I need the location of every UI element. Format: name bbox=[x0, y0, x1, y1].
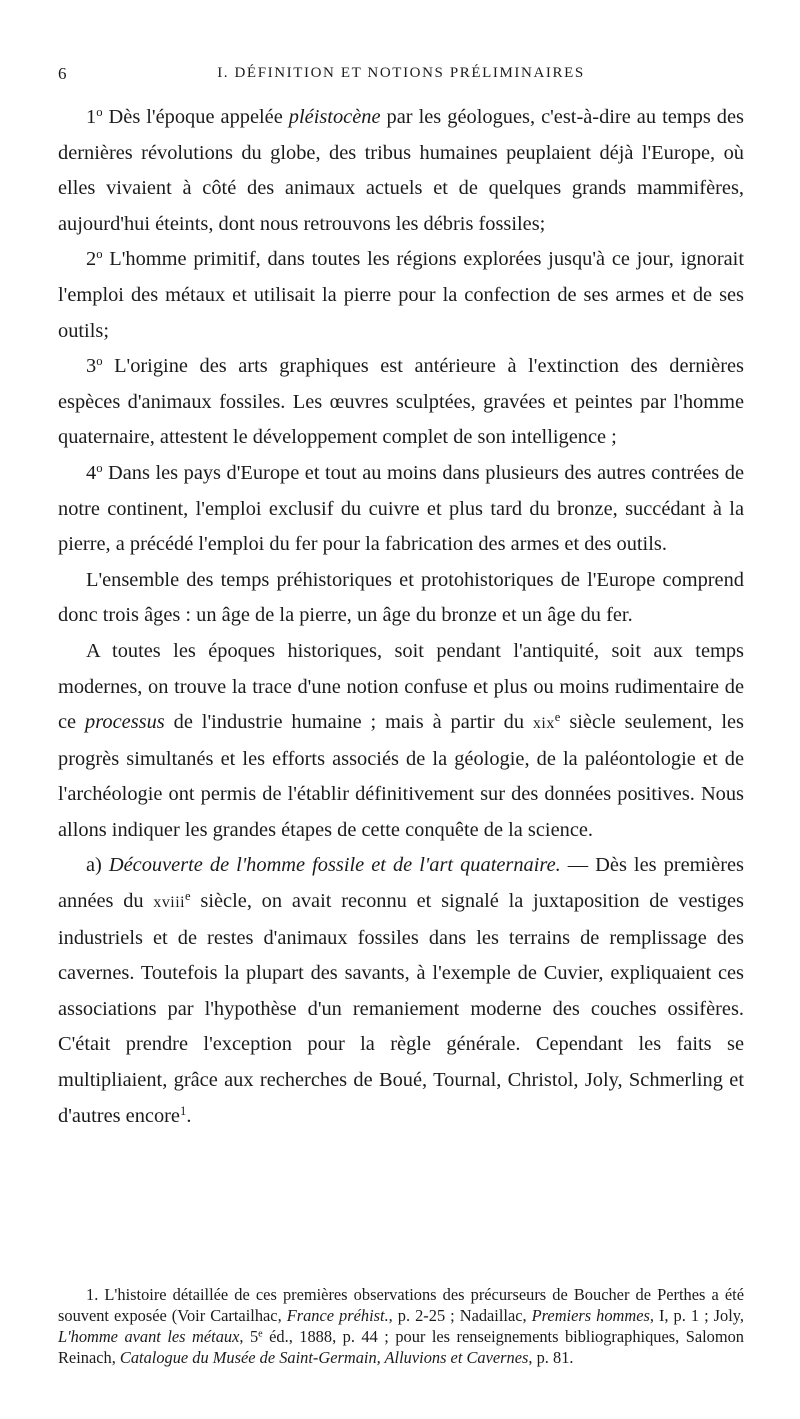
footnote-text bbox=[58, 1284, 744, 1368]
ordinal-mark: o bbox=[96, 354, 103, 369]
text-run: par les géologues, c'est-à-dire au temps des dernières révolutions du globe, des tribus humaines peuplaient déjà l'Europe, où elles vivaient à côté des animaux actuels et de quelques grands mammifères, aujourd'hui éteints, dont nous retrouvons les débris fossiles; bbox=[58, 106, 744, 235]
ordinal-mark: o bbox=[96, 460, 103, 475]
citation-title: France préhist. bbox=[286, 1306, 389, 1325]
text-run: siècle, on avait reconnu et signalé la juxtaposition de vestiges industriels et de restes d'animaux fossiles dans les terrains de remplissage des cavernes. Toutefois la plupart des savants, à l'exemple de Cuvier, expliquaient ces associations par l'hypothèse d'un remaniement moderne des couches ossifères. C'était prendre l'exception pour la règle générale. Cependant les faits se multipliaient, grâce aux recherches de Boué, Tournal, Christol, Joly, Schmerling et d'autres encore bbox=[58, 890, 744, 1127]
text-run: — Dès les premières années du bbox=[58, 854, 744, 913]
paragraph-point-2 bbox=[58, 242, 744, 349]
ordinal-mark: o bbox=[96, 247, 103, 262]
citation-title: L'homme avant les métaux bbox=[58, 1327, 240, 1346]
point-number: 4 bbox=[86, 461, 97, 484]
footnote bbox=[58, 1284, 744, 1368]
point-number: 1 bbox=[86, 106, 97, 128]
text-run: Dès l'époque appelée bbox=[102, 106, 289, 128]
text-run: L'histoire détaillée de ces premières observations des précurseurs de Boucher de Perthes a été souvent exposée (Voir Cartailhac, bbox=[58, 1285, 744, 1325]
paragraph-point-4 bbox=[58, 456, 744, 563]
point-number: 3 bbox=[86, 355, 97, 378]
century-numeral: xix bbox=[532, 715, 555, 733]
paragraph-three-ages: L'ensemble des temps préhistoriques et protohistoriques de l'Europe comprend donc trois âges : un âge de la pierre, un âge du bronze et un âge du fer. bbox=[58, 568, 744, 627]
footnote-number: 1. bbox=[86, 1285, 99, 1304]
paragraph-point-3 bbox=[58, 349, 744, 456]
paragraph-historical-notion bbox=[58, 634, 744, 849]
paragraph-section-a bbox=[58, 848, 744, 1134]
text-run: , 5 bbox=[239, 1327, 259, 1346]
section-title: Découverte de l'homme fossile et de l'art quaternaire. bbox=[101, 854, 561, 877]
century-suffix: e bbox=[185, 889, 191, 904]
running-title: I. DÉFINITION ET NOTIONS PRÉLIMINAIRES bbox=[217, 65, 585, 81]
running-head bbox=[58, 64, 744, 88]
citation-title: Premiers hommes bbox=[531, 1306, 650, 1325]
text-run: L'origine des arts graphiques est antérieure à l'extinction des dernières espèces d'animaux fossiles. Les œuvres sculptées, gravées et peintes par l'homme quaternaire, attestent le développement complet de son intelligence ; bbox=[58, 355, 744, 449]
citation-title: Catalogue du Musée de Saint-Germain, Alluvions et Cavernes bbox=[119, 1348, 529, 1367]
body-text bbox=[58, 100, 744, 1134]
text-run: L'homme primitif, dans toutes les régions explorées jusqu'à ce jour, ignorait l'emploi des métaux et utilisait la pierre pour la confection de ses armes et de ses outils; bbox=[58, 248, 744, 342]
page-number: 6 bbox=[58, 64, 68, 83]
emphasis: processus bbox=[85, 711, 165, 734]
text-run: de l'industrie humaine ; mais à partir du bbox=[164, 711, 533, 734]
text-run: , p. 81. bbox=[528, 1348, 574, 1367]
point-number: 2 bbox=[86, 248, 97, 271]
footnote-reference[interactable]: 1 bbox=[180, 1103, 187, 1118]
text-run: Dans les pays d'Europe et tout au moins dans plusieurs des autres contrées de notre continent, l'emploi exclusif du cuivre et plus tard du bronze, succédant à la pierre, a précédé l'emploi du fer pour la fabrication des armes et des outils. bbox=[58, 461, 744, 556]
century-suffix: e bbox=[554, 710, 561, 725]
century-numeral: xviii bbox=[153, 894, 186, 912]
text-run: , I, p. 1 ; Joly, bbox=[649, 1306, 744, 1325]
text-run: , p. 2-25 ; Nadaillac, bbox=[388, 1306, 532, 1325]
paragraph-point-1 bbox=[58, 100, 744, 242]
section-label: a) bbox=[86, 854, 102, 877]
text-run: A toutes les époques historiques, soit pendant l'antiquité, soit aux temps modernes, on trouve la trace d'une notion confuse et plus ou moins rudimentaire de ce bbox=[58, 639, 744, 734]
emphasis: pléistocène bbox=[288, 106, 381, 128]
ordinal-mark: o bbox=[96, 105, 103, 120]
text-run: siècle seulement, les progrès simultanés et les efforts associés de la géologie, de la paléontologie et de l'archéologie ont permis de l'établir définitivement sur des données positives. Nous allons indiquer les grandes étapes de cette conquête de la science. bbox=[58, 711, 744, 841]
text-run: . bbox=[186, 1104, 192, 1127]
edition-suffix: e bbox=[258, 1328, 263, 1340]
text-run: éd., 1888, p. 44 ; pour les renseignements bibliographiques, Salomon Reinach, bbox=[58, 1327, 744, 1367]
